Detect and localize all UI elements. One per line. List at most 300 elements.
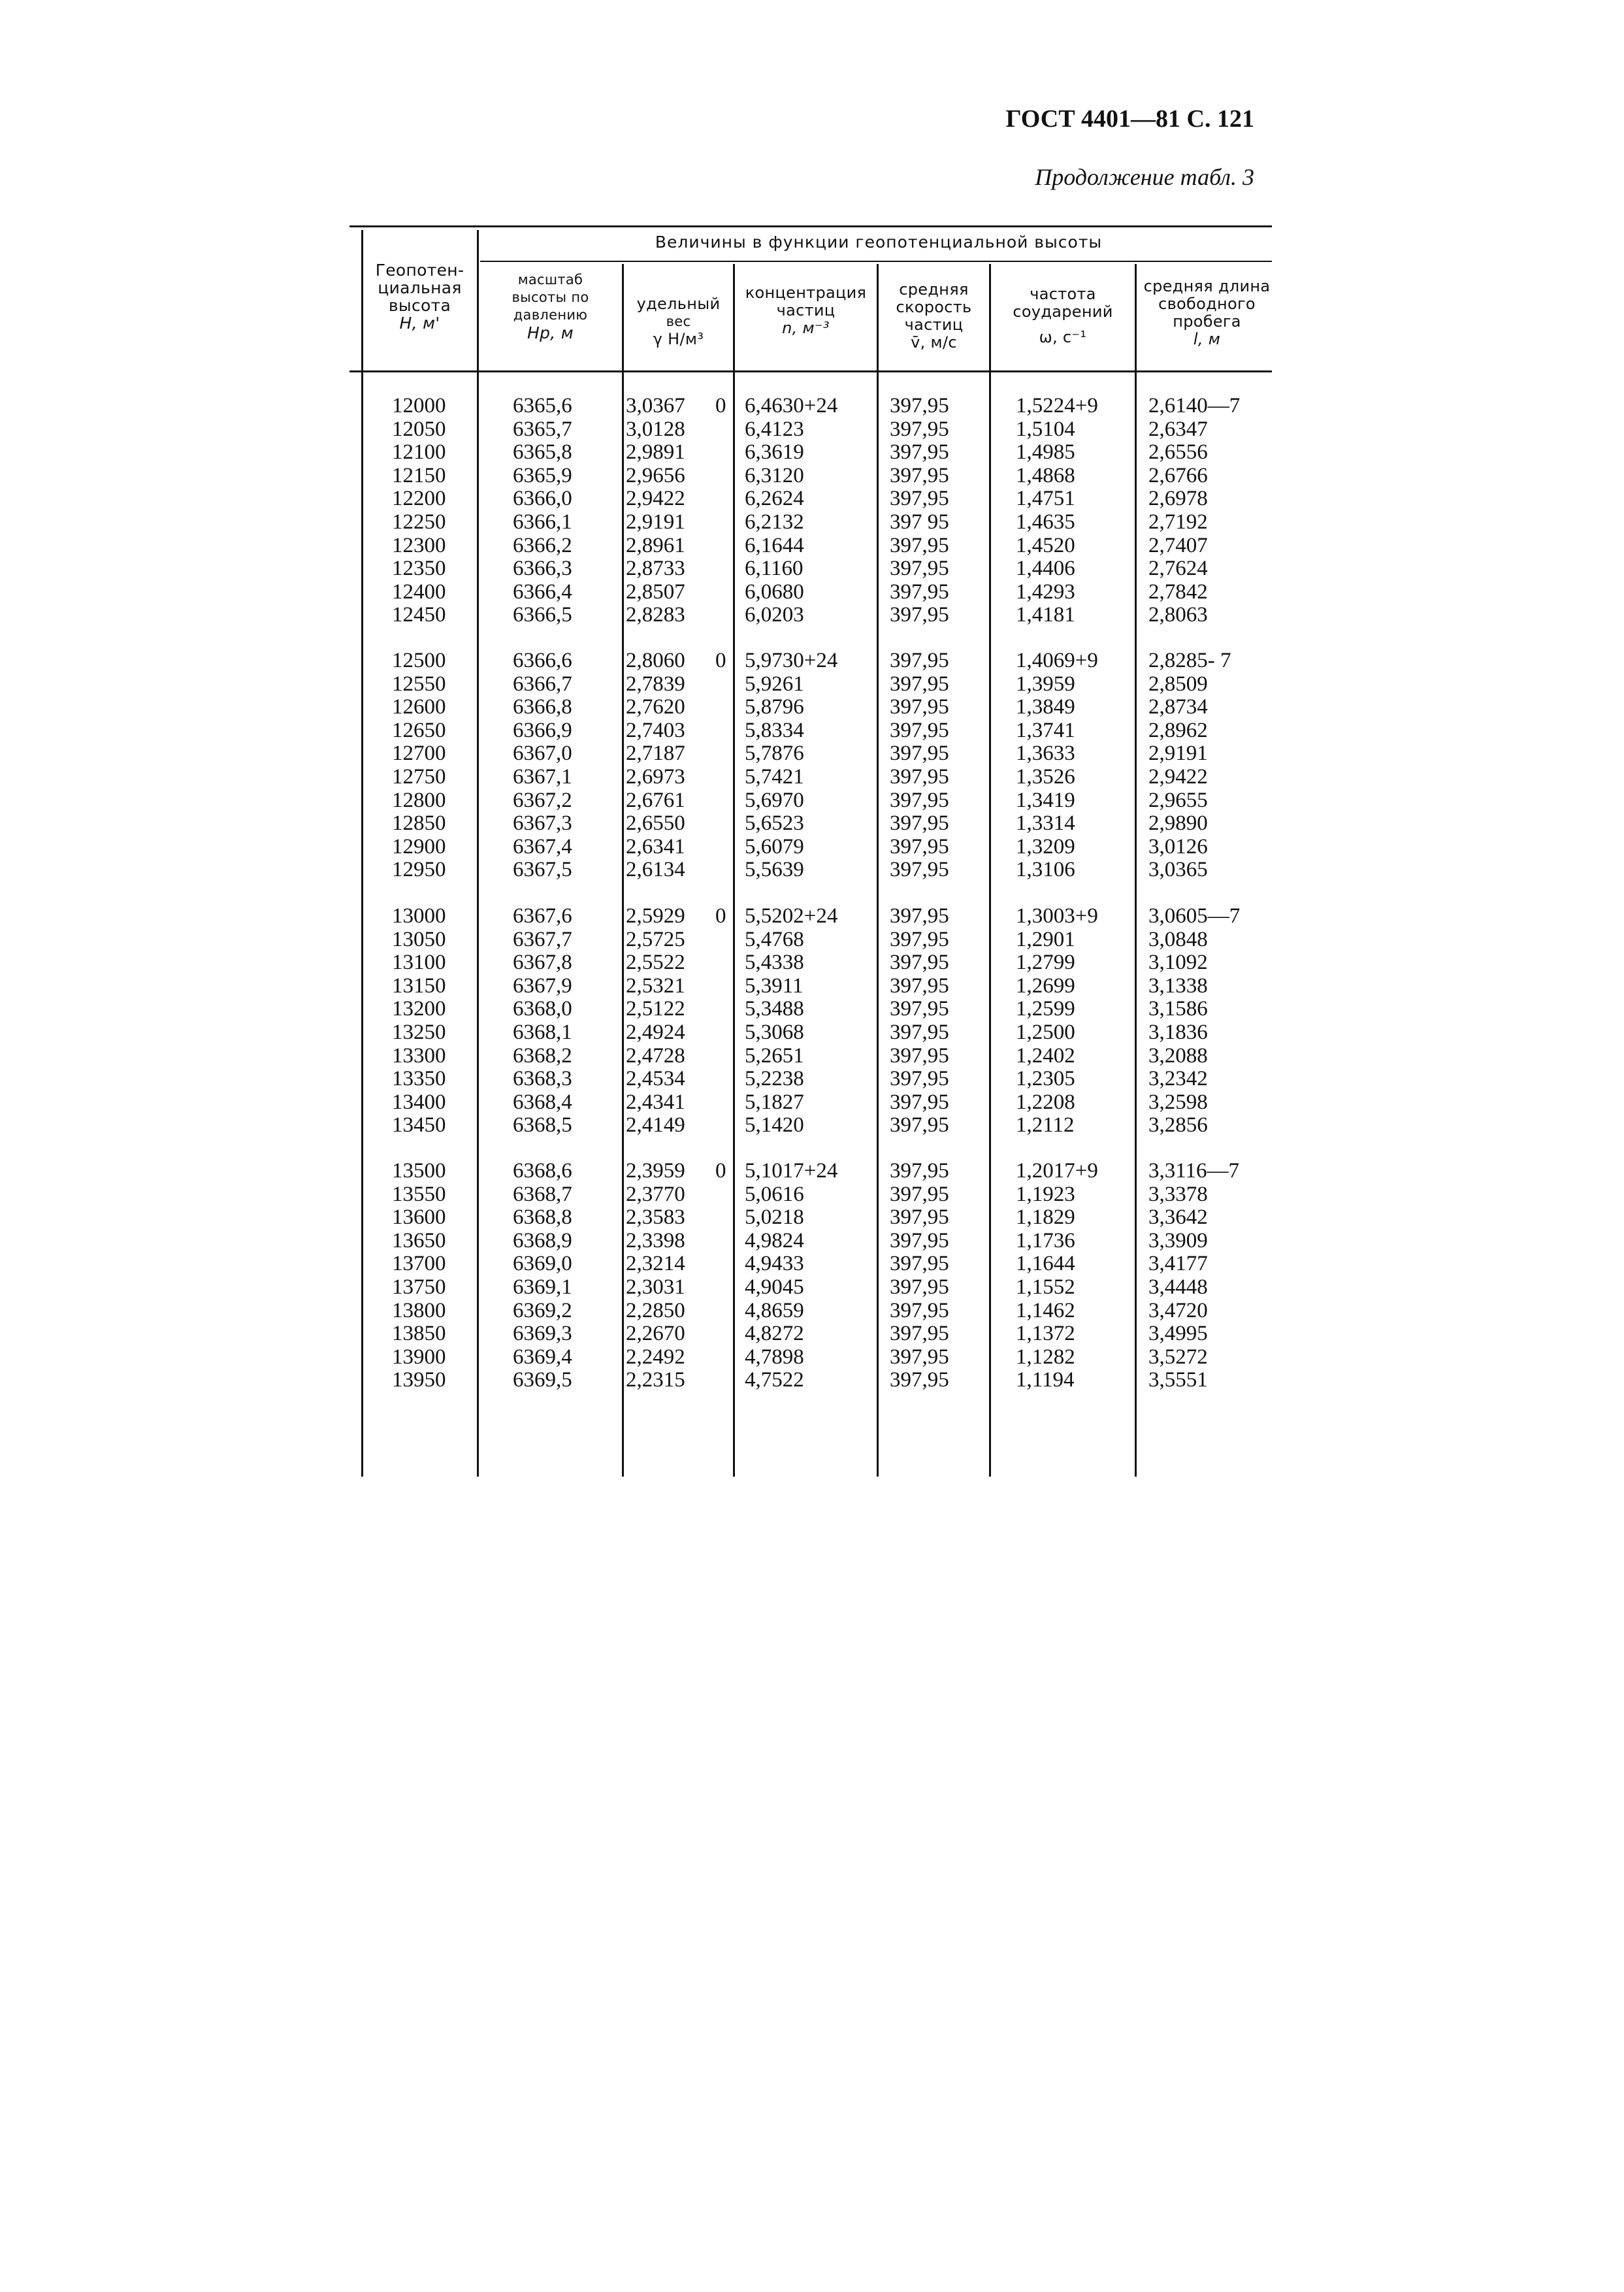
cell-pressure-scale-height: 6367,5 bbox=[513, 858, 572, 882]
cell-collision-frequency: 1,2799 bbox=[1016, 951, 1075, 975]
cell-geopotential-height: 13750 bbox=[392, 1275, 446, 1299]
cell-mean-particle-speed: 397,95 bbox=[890, 742, 949, 766]
cell-geopotential-height: 12750 bbox=[392, 765, 446, 789]
cell-specific-weight-exponent: 0 bbox=[715, 394, 726, 417]
cell-geopotential-height: 12150 bbox=[392, 463, 446, 487]
cell-geopotential-height: 12300 bbox=[392, 533, 446, 557]
cell-particle-concentration: 4,8272 bbox=[745, 1322, 804, 1346]
cell-geopotential-height: 13100 bbox=[392, 951, 446, 975]
cell-mean-free-path: 2,7192 bbox=[1148, 510, 1208, 534]
cell-specific-weight: 2,8733 bbox=[626, 557, 685, 581]
cell-pressure-scale-height: 6366,4 bbox=[513, 580, 572, 604]
cell-particle-concentration: 5,3488 bbox=[745, 997, 804, 1021]
cell-collision-frequency: 1,4069+9 bbox=[1016, 649, 1098, 672]
cell-specific-weight: 2,4728 bbox=[626, 1043, 685, 1068]
cell-specific-weight: 2,5725 bbox=[626, 927, 685, 951]
cell-particle-concentration: 5,0218 bbox=[745, 1205, 804, 1230]
cell-specific-weight: 2,6761 bbox=[626, 788, 685, 812]
cell-geopotential-height: 12950 bbox=[392, 858, 446, 882]
cell-mean-particle-speed: 397,95 bbox=[890, 974, 949, 998]
cell-pressure-scale-height: 6368,5 bbox=[513, 1113, 572, 1138]
cell-mean-particle-speed: 397,95 bbox=[890, 1021, 949, 1044]
cell-specific-weight-exponent: 0 bbox=[715, 649, 726, 672]
cell-collision-frequency: 1,1736 bbox=[1016, 1228, 1075, 1252]
cell-mean-particle-speed: 397,95 bbox=[890, 533, 949, 557]
cell-specific-weight: 2,5929 bbox=[626, 904, 685, 928]
cell-collision-frequency: 1,1282 bbox=[1016, 1345, 1075, 1369]
cell-collision-frequency: 1,4751 bbox=[1016, 487, 1075, 511]
cell-pressure-scale-height: 6368,0 bbox=[513, 997, 572, 1021]
cell-geopotential-height: 13550 bbox=[392, 1182, 446, 1206]
cell-specific-weight: 2,9422 bbox=[626, 487, 685, 511]
cell-mean-free-path: 2,6556 bbox=[1148, 440, 1208, 465]
header-line: Геопотен- bbox=[375, 261, 464, 280]
cell-specific-weight: 2,5522 bbox=[626, 951, 685, 975]
cell-mean-particle-speed: 397,95 bbox=[890, 487, 949, 511]
cell-geopotential-height: 12800 bbox=[392, 788, 446, 812]
cell-mean-free-path: 3,0605—7 bbox=[1148, 904, 1241, 928]
cell-particle-concentration: 5,3911 bbox=[745, 974, 804, 998]
cell-mean-free-path: 3,0365 bbox=[1148, 858, 1208, 882]
col-rule-omega bbox=[1135, 264, 1137, 1477]
cell-mean-particle-speed: 397,95 bbox=[890, 1368, 949, 1392]
cell-mean-free-path: 3,4448 bbox=[1148, 1275, 1208, 1299]
cell-mean-free-path: 3,3642 bbox=[1148, 1205, 1208, 1230]
header-particle-concentration bbox=[735, 284, 877, 337]
cell-collision-frequency: 1,4181 bbox=[1016, 603, 1075, 627]
header-line: пробега bbox=[1173, 312, 1241, 331]
cell-collision-frequency: 1,2901 bbox=[1016, 927, 1075, 951]
cell-mean-particle-speed: 397,95 bbox=[890, 927, 949, 951]
cell-mean-particle-speed: 397,95 bbox=[890, 951, 949, 975]
cell-geopotential-height: 12900 bbox=[392, 834, 446, 859]
table-continuation-label: Продолжение табл. 3 bbox=[1035, 164, 1254, 190]
cell-collision-frequency: 1,2208 bbox=[1016, 1090, 1075, 1114]
cell-collision-frequency: 1,1552 bbox=[1016, 1275, 1075, 1299]
group-header: Величины в функции геопотенциальной высоты bbox=[655, 233, 1103, 252]
cell-geopotential-height: 13950 bbox=[392, 1368, 446, 1392]
cell-specific-weight: 2,3959 bbox=[626, 1159, 685, 1183]
cell-geopotential-height: 12650 bbox=[392, 718, 446, 742]
cell-mean-particle-speed: 397,95 bbox=[890, 811, 949, 836]
cell-geopotential-height: 13900 bbox=[392, 1345, 446, 1369]
cell-specific-weight-exponent: 0 bbox=[715, 904, 726, 928]
cell-pressure-scale-height: 6366,6 bbox=[513, 649, 572, 672]
cell-geopotential-height: 13050 bbox=[392, 927, 446, 951]
cell-geopotential-height: 13350 bbox=[392, 1067, 446, 1091]
cell-particle-concentration: 5,2238 bbox=[745, 1067, 804, 1091]
cell-geopotential-height: 12550 bbox=[392, 672, 446, 696]
cell-particle-concentration: 5,4768 bbox=[745, 927, 804, 951]
cell-pressure-scale-height: 6365,6 bbox=[513, 394, 572, 417]
cell-specific-weight: 2,8283 bbox=[626, 603, 685, 627]
table-top-rule bbox=[349, 225, 1272, 227]
cell-particle-concentration: 5,6079 bbox=[745, 834, 804, 859]
cell-particle-concentration: 6,4630+24 bbox=[745, 394, 838, 417]
cell-geopotential-height: 12100 bbox=[392, 440, 446, 465]
col-rule-gamma bbox=[733, 264, 735, 1477]
cell-mean-particle-speed: 397,95 bbox=[890, 672, 949, 696]
cell-mean-free-path: 3,4995 bbox=[1148, 1322, 1208, 1346]
cell-pressure-scale-height: 6369,5 bbox=[513, 1368, 572, 1392]
header-line: v̄, м/с bbox=[911, 333, 957, 352]
cell-specific-weight: 2,9656 bbox=[626, 463, 685, 487]
cell-particle-concentration: 5,5639 bbox=[745, 858, 804, 882]
cell-pressure-scale-height: 6368,9 bbox=[513, 1228, 572, 1252]
cell-particle-concentration: 5,5202+24 bbox=[745, 904, 838, 928]
header-line: средняя bbox=[899, 280, 969, 299]
col-rule-h bbox=[477, 230, 479, 1477]
cell-specific-weight: 2,4534 bbox=[626, 1067, 685, 1091]
cell-pressure-scale-height: 6365,7 bbox=[513, 417, 572, 441]
cell-mean-free-path: 2,8962 bbox=[1148, 718, 1208, 742]
cell-mean-free-path: 2,9655 bbox=[1148, 788, 1208, 812]
header-line: высоты по bbox=[512, 289, 589, 305]
cell-particle-concentration: 6,0680 bbox=[745, 580, 804, 604]
cell-specific-weight: 2,3214 bbox=[626, 1252, 685, 1276]
cell-pressure-scale-height: 6368,4 bbox=[513, 1090, 572, 1114]
cell-specific-weight: 2,4341 bbox=[626, 1090, 685, 1114]
cell-particle-concentration: 6,2624 bbox=[745, 487, 804, 511]
cell-mean-free-path: 2,6140—7 bbox=[1148, 394, 1241, 417]
cell-collision-frequency: 1,1462 bbox=[1016, 1298, 1075, 1322]
cell-pressure-scale-height: 6369,1 bbox=[513, 1275, 572, 1299]
cell-mean-particle-speed: 397,95 bbox=[890, 1159, 949, 1183]
header-geopotential-height bbox=[363, 261, 477, 332]
cell-mean-free-path: 3,0848 bbox=[1148, 927, 1208, 951]
cell-mean-particle-speed: 397,95 bbox=[890, 997, 949, 1021]
cell-mean-particle-speed: 397,95 bbox=[890, 858, 949, 882]
col-rule-v bbox=[989, 264, 991, 1477]
cell-mean-free-path: 3,1836 bbox=[1148, 1021, 1208, 1044]
header-line: H, м' bbox=[399, 314, 440, 333]
header-pressure-scale-height bbox=[479, 271, 622, 342]
cell-pressure-scale-height: 6366,0 bbox=[513, 487, 572, 511]
cell-specific-weight: 2,4149 bbox=[626, 1113, 685, 1138]
cell-collision-frequency: 1,4635 bbox=[1016, 510, 1075, 534]
cell-particle-concentration: 4,9045 bbox=[745, 1275, 804, 1299]
cell-particle-concentration: 5,0616 bbox=[745, 1182, 804, 1206]
cell-particle-concentration: 5,6970 bbox=[745, 788, 804, 812]
cell-mean-free-path: 2,7842 bbox=[1148, 580, 1208, 604]
cell-geopotential-height: 13650 bbox=[392, 1228, 446, 1252]
cell-specific-weight: 2,4924 bbox=[626, 1021, 685, 1044]
cell-collision-frequency: 1,1194 bbox=[1016, 1368, 1075, 1392]
cell-particle-concentration: 5,8796 bbox=[745, 695, 804, 719]
cell-specific-weight: 2,8060 bbox=[626, 649, 685, 672]
cell-mean-particle-speed: 397,95 bbox=[890, 1322, 949, 1346]
cell-mean-particle-speed: 397,95 bbox=[890, 603, 949, 627]
page-header: ГОСТ 4401—81 С. 121 bbox=[1005, 105, 1254, 133]
cell-geopotential-height: 12250 bbox=[392, 510, 446, 534]
cell-pressure-scale-height: 6367,1 bbox=[513, 765, 572, 789]
cell-geopotential-height: 13300 bbox=[392, 1043, 446, 1068]
cell-geopotential-height: 13500 bbox=[392, 1159, 446, 1183]
cell-pressure-scale-height: 6369,0 bbox=[513, 1252, 572, 1276]
cell-geopotential-height: 13850 bbox=[392, 1322, 446, 1346]
cell-specific-weight: 3,0367 bbox=[626, 394, 685, 417]
cell-mean-free-path: 2,8063 bbox=[1148, 603, 1208, 627]
cell-collision-frequency: 1,1829 bbox=[1016, 1205, 1075, 1230]
cell-mean-free-path: 3,0126 bbox=[1148, 834, 1208, 859]
cell-pressure-scale-height: 6368,7 bbox=[513, 1182, 572, 1206]
cell-collision-frequency: 1,2402 bbox=[1016, 1043, 1075, 1068]
header-line: высота bbox=[388, 296, 451, 315]
header-line: ω, с⁻¹ bbox=[1039, 328, 1087, 346]
cell-particle-concentration: 5,1827 bbox=[745, 1090, 804, 1114]
cell-pressure-scale-height: 6368,8 bbox=[513, 1205, 572, 1230]
cell-mean-particle-speed: 397,95 bbox=[890, 718, 949, 742]
cell-particle-concentration: 5,2651 bbox=[745, 1043, 804, 1068]
cell-pressure-scale-height: 6366,5 bbox=[513, 603, 572, 627]
cell-geopotential-height: 12700 bbox=[392, 742, 446, 766]
cell-pressure-scale-height: 6365,8 bbox=[513, 440, 572, 465]
cell-specific-weight-exponent: 0 bbox=[715, 1159, 726, 1183]
header-line: γ Н/м³ bbox=[653, 330, 704, 348]
cell-pressure-scale-height: 6365,9 bbox=[513, 463, 572, 487]
cell-specific-weight: 2,9191 bbox=[626, 510, 685, 534]
cell-collision-frequency: 1,3741 bbox=[1016, 718, 1075, 742]
cell-mean-particle-speed: 397,95 bbox=[890, 765, 949, 789]
header-line: соударений bbox=[1013, 303, 1113, 321]
cell-specific-weight: 2,2850 bbox=[626, 1298, 685, 1322]
cell-mean-free-path: 3,2088 bbox=[1148, 1043, 1208, 1068]
cell-geopotential-height: 12850 bbox=[392, 811, 446, 836]
cell-particle-concentration: 4,9433 bbox=[745, 1252, 804, 1276]
cell-collision-frequency: 1,4520 bbox=[1016, 533, 1075, 557]
cell-pressure-scale-height: 6369,4 bbox=[513, 1345, 572, 1369]
header-line: концентрация bbox=[745, 284, 867, 302]
cell-mean-free-path: 2,9422 bbox=[1148, 765, 1208, 789]
cell-collision-frequency: 1,2699 bbox=[1016, 974, 1075, 998]
cell-particle-concentration: 6,0203 bbox=[745, 603, 804, 627]
cell-geopotential-height: 13250 bbox=[392, 1021, 446, 1044]
cell-geopotential-height: 12400 bbox=[392, 580, 446, 604]
header-line: свободного bbox=[1158, 295, 1256, 313]
header-mean-free-path bbox=[1137, 278, 1277, 348]
cell-pressure-scale-height: 6369,2 bbox=[513, 1298, 572, 1322]
cell-specific-weight: 2,5122 bbox=[626, 997, 685, 1021]
cell-specific-weight: 2,6550 bbox=[626, 811, 685, 836]
cell-specific-weight: 2,7839 bbox=[626, 672, 685, 696]
header-line: n, м⁻³ bbox=[782, 319, 830, 337]
header-line: частиц bbox=[776, 301, 836, 319]
cell-mean-free-path: 2,8734 bbox=[1148, 695, 1208, 719]
cell-particle-concentration: 5,9261 bbox=[745, 672, 804, 696]
cell-pressure-scale-height: 6368,3 bbox=[513, 1067, 572, 1091]
cell-pressure-scale-height: 6366,1 bbox=[513, 510, 572, 534]
cell-mean-free-path: 2,6766 bbox=[1148, 463, 1208, 487]
cell-collision-frequency: 1,1644 bbox=[1016, 1252, 1075, 1276]
cell-particle-concentration: 5,8334 bbox=[745, 718, 804, 742]
cell-pressure-scale-height: 6367,2 bbox=[513, 788, 572, 812]
cell-collision-frequency: 1,2500 bbox=[1016, 1021, 1075, 1044]
cell-particle-concentration: 5,4338 bbox=[745, 951, 804, 975]
cell-mean-particle-speed: 397,95 bbox=[890, 1275, 949, 1299]
header-line: скорость bbox=[896, 298, 972, 316]
cell-mean-free-path: 3,1092 bbox=[1148, 951, 1208, 975]
cell-geopotential-height: 12000 bbox=[392, 394, 446, 417]
cell-mean-particle-speed: 397,95 bbox=[890, 1252, 949, 1276]
cell-particle-concentration: 4,7522 bbox=[745, 1368, 804, 1392]
cell-collision-frequency: 1,3419 bbox=[1016, 788, 1075, 812]
cell-mean-particle-speed: 397,95 bbox=[890, 1113, 949, 1138]
cell-geopotential-height: 13000 bbox=[392, 904, 446, 928]
cell-specific-weight: 2,7403 bbox=[626, 718, 685, 742]
cell-mean-free-path: 3,5551 bbox=[1148, 1368, 1208, 1392]
cell-collision-frequency: 1,2599 bbox=[1016, 997, 1075, 1021]
cell-pressure-scale-height: 6367,0 bbox=[513, 742, 572, 766]
cell-collision-frequency: 1,3209 bbox=[1016, 834, 1075, 859]
cell-particle-concentration: 6,1160 bbox=[745, 557, 804, 581]
header-line: средняя длина bbox=[1143, 277, 1271, 295]
header-line: циальная bbox=[378, 278, 462, 297]
cell-mean-free-path: 2,7624 bbox=[1148, 557, 1208, 581]
header-line: давлению bbox=[513, 307, 588, 323]
cell-geopotential-height: 12350 bbox=[392, 557, 446, 581]
cell-particle-concentration: 5,7876 bbox=[745, 742, 804, 766]
cell-mean-free-path: 3,3116—7 bbox=[1148, 1159, 1240, 1183]
cell-mean-free-path: 3,4177 bbox=[1148, 1252, 1208, 1276]
cell-specific-weight: 2,3031 bbox=[626, 1275, 685, 1299]
cell-specific-weight: 2,6341 bbox=[626, 834, 685, 859]
cell-collision-frequency: 1,3633 bbox=[1016, 742, 1075, 766]
cell-collision-frequency: 1,3003+9 bbox=[1016, 904, 1098, 928]
cell-particle-concentration: 5,3068 bbox=[745, 1021, 804, 1044]
cell-mean-particle-speed: 397,95 bbox=[890, 1090, 949, 1114]
cell-mean-free-path: 3,3909 bbox=[1148, 1228, 1208, 1252]
header-specific-weight bbox=[624, 295, 733, 348]
cell-mean-particle-speed: 397,95 bbox=[890, 1043, 949, 1068]
cell-geopotential-height: 13800 bbox=[392, 1298, 446, 1322]
cell-mean-particle-speed: 397,95 bbox=[890, 1182, 949, 1206]
cell-particle-concentration: 5,9730+24 bbox=[745, 649, 838, 672]
cell-collision-frequency: 1,4293 bbox=[1016, 580, 1075, 604]
cell-mean-free-path: 2,6978 bbox=[1148, 487, 1208, 511]
cell-mean-particle-speed: 397,95 bbox=[890, 417, 949, 441]
cell-geopotential-height: 13400 bbox=[392, 1090, 446, 1114]
cell-collision-frequency: 1,3314 bbox=[1016, 811, 1075, 836]
col-rule-left bbox=[361, 230, 363, 1477]
cell-specific-weight: 2,6134 bbox=[626, 858, 685, 882]
cell-particle-concentration: 6,2132 bbox=[745, 510, 804, 534]
cell-mean-free-path: 2,8285- 7 bbox=[1148, 649, 1231, 672]
cell-mean-particle-speed: 397,95 bbox=[890, 394, 949, 417]
cell-collision-frequency: 1,1923 bbox=[1016, 1182, 1075, 1206]
cell-particle-concentration: 5,1017+24 bbox=[745, 1159, 838, 1183]
cell-mean-free-path: 3,1338 bbox=[1148, 974, 1208, 998]
cell-pressure-scale-height: 6366,8 bbox=[513, 695, 572, 719]
cell-geopotential-height: 13700 bbox=[392, 1252, 446, 1276]
cell-specific-weight: 2,5321 bbox=[626, 974, 685, 998]
cell-specific-weight: 2,2315 bbox=[626, 1368, 685, 1392]
header-line: частота bbox=[1030, 285, 1096, 303]
cell-specific-weight: 2,6973 bbox=[626, 765, 685, 789]
cell-pressure-scale-height: 6367,6 bbox=[513, 904, 572, 928]
cell-mean-free-path: 3,2856 bbox=[1148, 1113, 1208, 1138]
header-mean-particle-speed bbox=[879, 281, 989, 352]
header-collision-frequency bbox=[991, 286, 1135, 346]
cell-specific-weight: 2,3770 bbox=[626, 1182, 685, 1206]
header-line: удельный bbox=[636, 295, 721, 313]
cell-pressure-scale-height: 6369,3 bbox=[513, 1322, 572, 1346]
cell-pressure-scale-height: 6367,8 bbox=[513, 951, 572, 975]
header-line: вес bbox=[666, 314, 691, 329]
cell-collision-frequency: 1,4406 bbox=[1016, 557, 1075, 581]
cell-particle-concentration: 5,6523 bbox=[745, 811, 804, 836]
cell-mean-particle-speed: 397,95 bbox=[890, 834, 949, 859]
cell-pressure-scale-height: 6367,4 bbox=[513, 834, 572, 859]
cell-mean-free-path: 3,2342 bbox=[1148, 1067, 1208, 1091]
cell-specific-weight: 2,9891 bbox=[626, 440, 685, 465]
cell-specific-weight: 2,3398 bbox=[626, 1228, 685, 1252]
cell-particle-concentration: 4,8659 bbox=[745, 1298, 804, 1322]
cell-collision-frequency: 1,3526 bbox=[1016, 765, 1075, 789]
header-line: l, м bbox=[1193, 330, 1221, 348]
cell-mean-free-path: 2,6347 bbox=[1148, 417, 1208, 441]
cell-mean-particle-speed: 397,95 bbox=[890, 788, 949, 812]
cell-mean-particle-speed: 397,95 bbox=[890, 695, 949, 719]
cell-mean-free-path: 3,4720 bbox=[1148, 1298, 1208, 1322]
cell-particle-concentration: 5,1420 bbox=[745, 1113, 804, 1138]
cell-mean-free-path: 3,5272 bbox=[1148, 1345, 1208, 1369]
header-bottom-rule bbox=[349, 370, 1272, 372]
cell-collision-frequency: 1,4985 bbox=[1016, 440, 1075, 465]
cell-mean-free-path: 2,7407 bbox=[1148, 533, 1208, 557]
cell-geopotential-height: 12600 bbox=[392, 695, 446, 719]
cell-mean-particle-speed: 397,95 bbox=[890, 580, 949, 604]
cell-specific-weight: 2,7620 bbox=[626, 695, 685, 719]
cell-specific-weight: 3,0128 bbox=[626, 417, 685, 441]
cell-specific-weight: 2,3583 bbox=[626, 1205, 685, 1230]
cell-specific-weight: 2,8961 bbox=[626, 533, 685, 557]
cell-pressure-scale-height: 6368,6 bbox=[513, 1159, 572, 1183]
cell-particle-concentration: 6,4123 bbox=[745, 417, 804, 441]
header-line: масштаб bbox=[517, 272, 583, 287]
cell-mean-free-path: 3,3378 bbox=[1148, 1182, 1208, 1206]
cell-mean-particle-speed: 397,95 bbox=[890, 1345, 949, 1369]
cell-collision-frequency: 1,3106 bbox=[1016, 858, 1075, 882]
cell-geopotential-height: 13150 bbox=[392, 974, 446, 998]
cell-pressure-scale-height: 6367,7 bbox=[513, 927, 572, 951]
cell-mean-particle-speed: 397,95 bbox=[890, 904, 949, 928]
cell-collision-frequency: 1,3849 bbox=[1016, 695, 1075, 719]
cell-geopotential-height: 12500 bbox=[392, 649, 446, 672]
cell-collision-frequency: 1,5224+9 bbox=[1016, 394, 1098, 417]
cell-geopotential-height: 13200 bbox=[392, 997, 446, 1021]
cell-particle-concentration: 4,7898 bbox=[745, 1345, 804, 1369]
cell-pressure-scale-height: 6366,9 bbox=[513, 718, 572, 742]
cell-specific-weight: 2,8507 bbox=[626, 580, 685, 604]
cell-collision-frequency: 1,2112 bbox=[1016, 1113, 1075, 1138]
cell-pressure-scale-height: 6366,7 bbox=[513, 672, 572, 696]
cell-pressure-scale-height: 6367,9 bbox=[513, 974, 572, 998]
cell-mean-particle-speed: 397,95 bbox=[890, 557, 949, 581]
cell-pressure-scale-height: 6366,2 bbox=[513, 533, 572, 557]
col-rule-n bbox=[877, 264, 879, 1477]
cell-collision-frequency: 1,4868 bbox=[1016, 463, 1075, 487]
cell-geopotential-height: 13450 bbox=[392, 1113, 446, 1138]
cell-mean-particle-speed: 397,95 bbox=[890, 649, 949, 672]
cell-pressure-scale-height: 6368,1 bbox=[513, 1021, 572, 1044]
cell-collision-frequency: 1,3959 bbox=[1016, 672, 1075, 696]
cell-mean-free-path: 2,9191 bbox=[1148, 742, 1208, 766]
cell-mean-particle-speed: 397,95 bbox=[890, 1205, 949, 1230]
col-rule-hp bbox=[622, 264, 624, 1477]
cell-mean-free-path: 3,1586 bbox=[1148, 997, 1208, 1021]
cell-geopotential-height: 12450 bbox=[392, 603, 446, 627]
cell-particle-concentration: 6,1644 bbox=[745, 533, 804, 557]
